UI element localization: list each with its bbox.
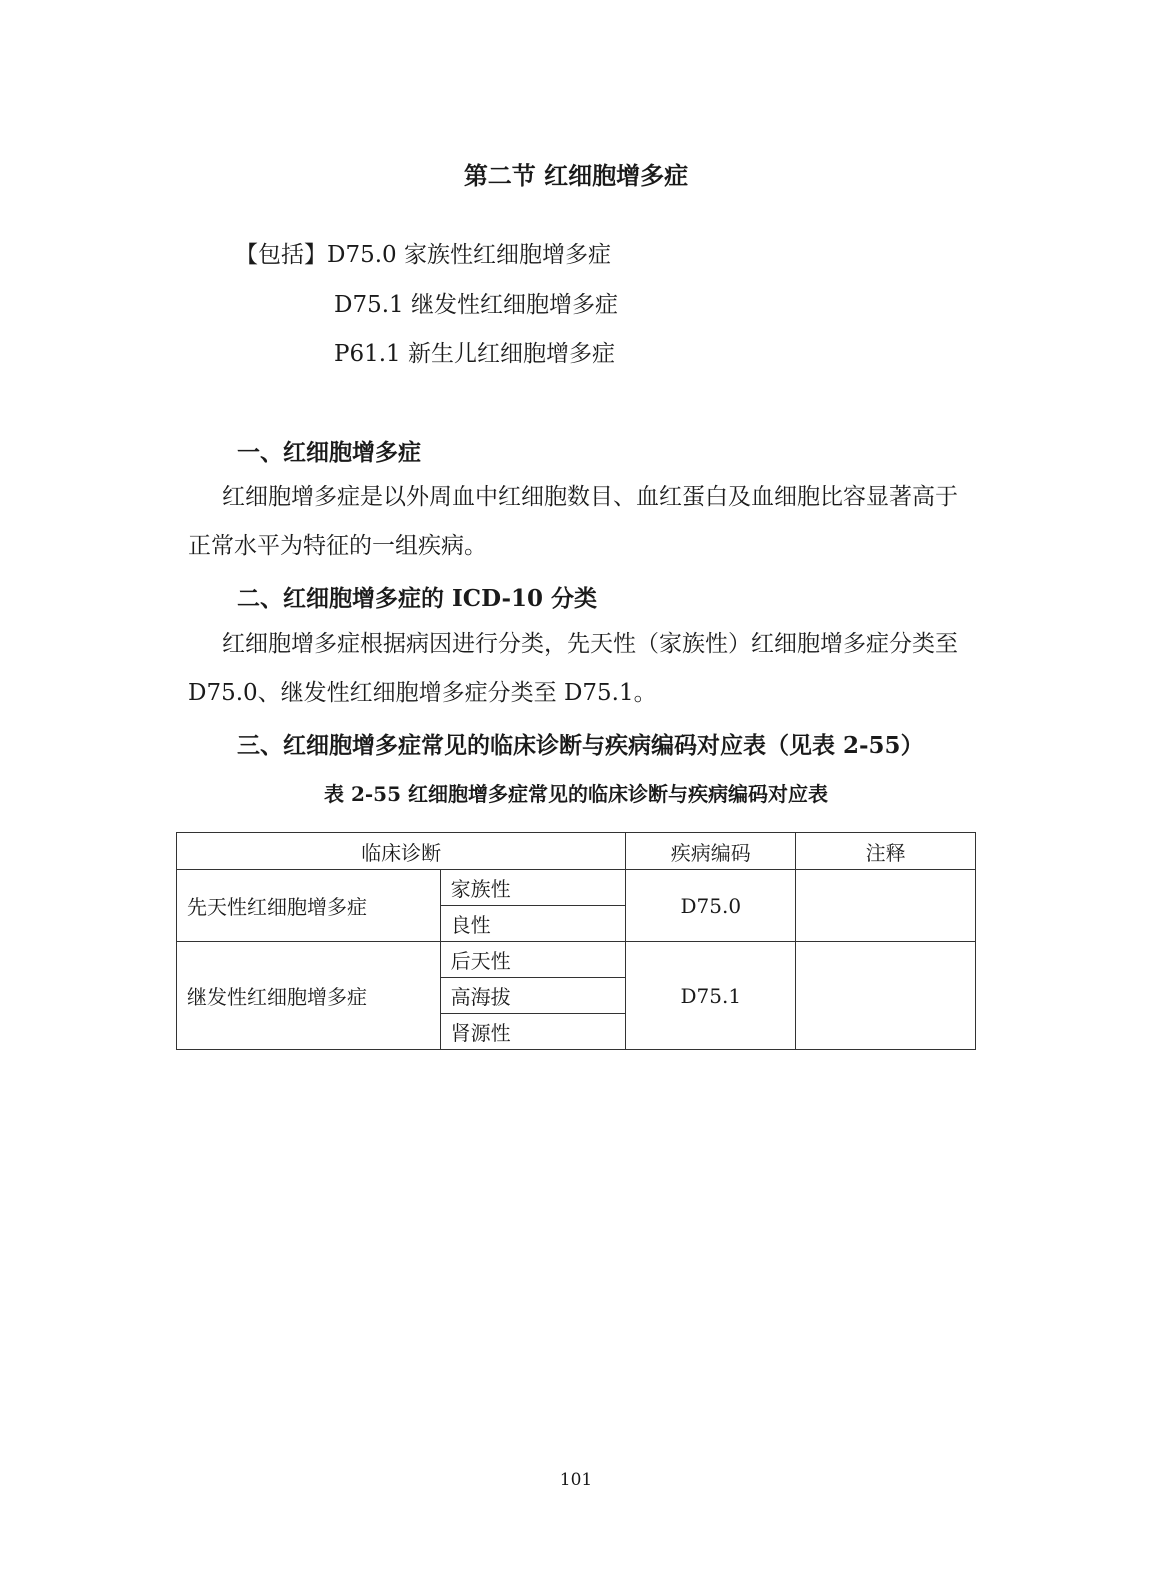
table-header-row xyxy=(177,833,976,870)
disease-code: D75.1 xyxy=(626,942,796,1050)
includes-line-1 xyxy=(235,236,611,269)
table-row xyxy=(177,870,976,906)
page-number: 101 xyxy=(559,1470,593,1490)
diagnosis-subtype: 良性 xyxy=(440,906,626,942)
diagnosis-group: 继发性红细胞增多症 xyxy=(177,942,441,1050)
header-diagnosis: 临床诊断 xyxy=(177,833,626,870)
heading-2: 二、红细胞增多症的 ICD-10 分类 xyxy=(237,585,598,612)
header-code: 疾病编码 xyxy=(626,833,796,870)
table-row xyxy=(177,942,976,978)
diagnosis-subtype: 后天性 xyxy=(440,942,626,978)
paragraph-2-text: 红细胞增多症根据病因进行分类，先天性（家族性）红细胞增多症分类至 D75.0、继发性红细胞增多症分类至 D75.1。 xyxy=(188,631,958,706)
paragraph-1 xyxy=(188,473,968,571)
heading-3: 三、红细胞增多症常见的临床诊断与疾病编码对应表（见表 2-55） xyxy=(237,732,924,759)
paragraph-1-text: 红细胞增多症是以外周血中红细胞数目、血红蛋白及血细胞比容显著高于正常水平为特征的一组疾病。 xyxy=(188,484,958,559)
diagnosis-subtype: 高海拔 xyxy=(440,978,626,1014)
note-cell xyxy=(796,870,976,942)
diagnosis-group: 先天性红细胞增多症 xyxy=(177,870,441,942)
diagnosis-subtype: 肾源性 xyxy=(440,1014,626,1050)
header-note: 注释 xyxy=(796,833,976,870)
section-title: 第二节 红细胞增多症 xyxy=(463,161,689,190)
includes-label: 【包括】 xyxy=(235,242,327,268)
table-caption: 表 2-55 红细胞增多症常见的临床诊断与疾病编码对应表 xyxy=(324,782,828,806)
diagnosis-code-table xyxy=(176,832,976,1050)
note-cell xyxy=(796,942,976,1050)
includes-item: P61.1 新生儿红细胞增多症 xyxy=(334,341,615,367)
includes-item: D75.0 家族性红细胞增多症 xyxy=(327,242,611,268)
heading-1: 一、红细胞增多症 xyxy=(237,439,421,466)
includes-item: D75.1 继发性红细胞增多症 xyxy=(334,292,618,318)
paragraph-2 xyxy=(188,620,968,718)
diagnosis-subtype: 家族性 xyxy=(440,870,626,906)
disease-code: D75.0 xyxy=(626,870,796,942)
